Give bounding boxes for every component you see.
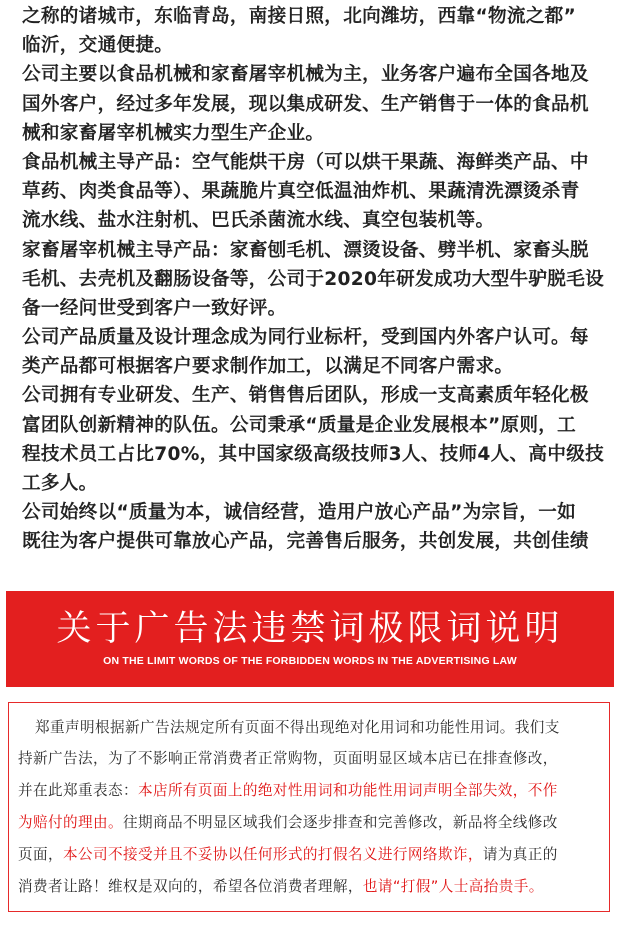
intro-line: 临沂，交通便捷。 xyxy=(22,35,174,57)
notice-highlight: 也请“打假”人士高抬贵手。 xyxy=(362,878,544,895)
notice-line xyxy=(18,749,558,769)
intro-line: 流水线、盐水注射机、巴氏杀菌流水线、真空包装机等。 xyxy=(22,210,495,232)
notice-line xyxy=(35,718,560,738)
banner-title: 关于广告法违禁词极限词说明 xyxy=(56,609,564,649)
intro-line: 国外客户，经过多年发展，现以集成研发、生产销售于一体的食品机 xyxy=(22,93,589,115)
intro-line: 毛机、去壳机及翻肠设备等，公司于2020年研发成功大型牛驴脱毛设 xyxy=(22,268,604,290)
intro-line: 程技术员工占比70%，其中国家级高级技师3人、技师4人、高中级技 xyxy=(22,443,605,465)
notice-text: 消费者让路！维权是双向的，希望各位消费者理解， xyxy=(18,878,363,895)
intro-line: 公司拥有专业研发、生产、销售售后团队，形成一支高素质年轻化极 xyxy=(22,385,589,407)
intro-line: 富团队创新精神的队伍。公司秉承“质量是企业发展根本”原则，工 xyxy=(22,414,577,436)
intro-line: 食品机械主导产品：空气能烘干房（可以烘干果蔬、海鲜类产品、中 xyxy=(22,151,589,173)
intro-line: 家畜屠宰机械主导产品：家畜刨毛机、漂烫设备、劈半机、家畜头脱 xyxy=(22,239,589,261)
notice-text: 持新广告法，为了不影响正常消费者正常购物，页面明显区域本店已在排查修改， xyxy=(18,750,558,767)
intro-line: 备一经问世受到客户一致好评。 xyxy=(22,297,287,319)
ad-law-banner xyxy=(6,591,614,687)
intro-line: 公司主要以食品机械和家畜屠宰机械为主，业务客户遍布全国各地及 xyxy=(22,64,589,86)
intro-line: 公司始终以“质量为本，诚信经营，造用户放心产品”为宗旨，一如 xyxy=(22,502,577,524)
notice-line xyxy=(18,845,558,865)
intro-line: 械和家畜屠宰机械实力型生产企业。 xyxy=(22,122,325,144)
notice-text: 请为真正的 xyxy=(482,846,558,863)
notice-line xyxy=(18,781,558,801)
intro-line: 之称的诸城市，东临青岛，南接日照，北向潍坊，西靠“物流之都” xyxy=(22,6,577,27)
notice-text: 页面， xyxy=(18,846,63,863)
intro-line: 草药、肉类食品等）、果蔬脆片真空低温油炸机、果蔬清洗漂烫杀青 xyxy=(22,181,580,203)
disclaimer-box xyxy=(8,702,610,912)
intro-line: 类产品都可根据客户要求制作加工，以满足不同客户需求。 xyxy=(22,356,514,378)
notice-highlight: 为赔付的理由。 xyxy=(18,814,123,831)
notice-text: 往期商品不明显区域我们会逐步排查和完善修改，新品将全线修改 xyxy=(122,814,558,831)
notice-line xyxy=(18,877,544,897)
company-intro xyxy=(22,2,605,557)
intro-line: 既往为客户提供可靠放心产品，完善售后服务，共创发展，共创佳绩 xyxy=(22,531,589,553)
notice-line xyxy=(18,813,558,833)
notice-text: 并在此郑重表态： xyxy=(18,782,138,799)
notice-text: 郑重声明根据新广告法规定所有页面不得出现绝对化用词和功能性用词。我们支 xyxy=(35,719,560,736)
notice-highlight: 本店所有页面上的绝对性用词和功能性用词声明全部失效，不作 xyxy=(137,782,558,799)
banner-subtitle: ON THE LIMIT WORDS OF THE FORBIDDEN WORDS IN THE ADVERTISING LAW xyxy=(103,655,517,667)
intro-line: 工多人。 xyxy=(22,473,98,494)
notice-highlight: 本公司不接受并且不妥协以任何形式的打假名义进行网络欺诈， xyxy=(62,846,483,863)
intro-line: 公司产品质量及设计理念成为同行业标杆，受到国内外客户认可。每 xyxy=(22,327,589,349)
